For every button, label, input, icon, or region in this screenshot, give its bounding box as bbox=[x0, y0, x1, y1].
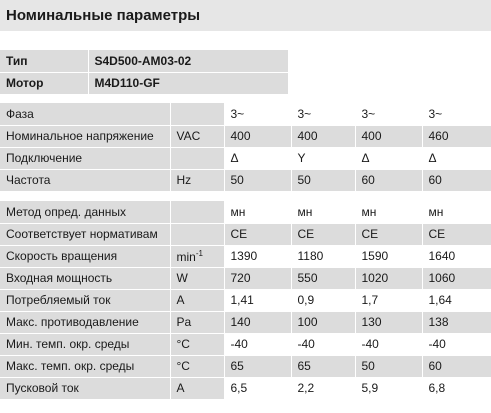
cell-value: 140 bbox=[224, 311, 291, 333]
cell-value: 138 bbox=[422, 311, 491, 333]
row-label: Соответствует нормативам bbox=[0, 223, 170, 245]
unit-base: min bbox=[176, 249, 196, 264]
performance-table bbox=[0, 201, 491, 400]
table-row bbox=[0, 289, 491, 311]
cell-value: 65 bbox=[291, 355, 355, 377]
row-label: Макс. темп. окр. среды bbox=[0, 355, 170, 377]
cell-value: 460 bbox=[422, 125, 491, 147]
table-row bbox=[0, 311, 491, 333]
cell-value: 1,41 bbox=[224, 289, 291, 311]
row-label: Номинальное напряжение bbox=[0, 125, 170, 147]
cell-value: 65 bbox=[224, 355, 291, 377]
cell-value: 400 bbox=[355, 125, 422, 147]
row-unit: VAC bbox=[170, 125, 224, 147]
motor-label: Мотор bbox=[0, 72, 88, 94]
row-unit: W bbox=[170, 267, 224, 289]
cell-value: мн bbox=[291, 201, 355, 223]
cell-value: CE bbox=[355, 223, 422, 245]
cell-value: 100 bbox=[291, 311, 355, 333]
row-label: Потребляемый ток bbox=[0, 289, 170, 311]
cell-value: 60 bbox=[422, 169, 491, 191]
cell-value: CE bbox=[422, 223, 491, 245]
cell-value: Δ bbox=[422, 147, 491, 169]
row-label: Скорость вращения bbox=[0, 245, 170, 267]
cell-value: CE bbox=[291, 223, 355, 245]
cell-value: Δ bbox=[355, 147, 422, 169]
cell-value: 1060 bbox=[422, 267, 491, 289]
row-label: Подключение bbox=[0, 147, 170, 169]
cell-value: -40 bbox=[224, 333, 291, 355]
row-label: Частота bbox=[0, 169, 170, 191]
row-unit: Pa bbox=[170, 311, 224, 333]
cell-value: 3~ bbox=[355, 103, 422, 125]
cell-value: 400 bbox=[291, 125, 355, 147]
type-value: S4D500-AM03-02 bbox=[88, 50, 288, 72]
row-unit bbox=[170, 245, 224, 267]
cell-value: 6,5 bbox=[224, 377, 291, 399]
row-unit: A bbox=[170, 289, 224, 311]
cell-value: 1390 bbox=[224, 245, 291, 267]
table-row bbox=[0, 267, 491, 289]
row-label: Макс. противодавление bbox=[0, 311, 170, 333]
row-unit bbox=[170, 147, 224, 169]
cell-value: 3~ bbox=[291, 103, 355, 125]
cell-value: 1640 bbox=[422, 245, 491, 267]
row-label: Метод опред. данных bbox=[0, 201, 170, 223]
table-row bbox=[0, 169, 491, 191]
page-title: Номинальные параметры bbox=[0, 0, 491, 31]
row-unit: A bbox=[170, 377, 224, 399]
motor-value: M4D110-GF bbox=[88, 72, 288, 94]
cell-value: мн bbox=[422, 201, 491, 223]
table-row bbox=[0, 245, 491, 267]
cell-value: Δ bbox=[224, 147, 291, 169]
table-row bbox=[0, 125, 491, 147]
cell-value: 50 bbox=[291, 169, 355, 191]
model-table bbox=[0, 50, 288, 95]
cell-value: 1,7 bbox=[355, 289, 422, 311]
table-row bbox=[0, 333, 491, 355]
cell-value: 6,8 bbox=[422, 377, 491, 399]
cell-value: CE bbox=[224, 223, 291, 245]
cell-value: -40 bbox=[355, 333, 422, 355]
electrical-table bbox=[0, 103, 491, 192]
row-label: Пусковой ток bbox=[0, 377, 170, 399]
cell-value: 3~ bbox=[224, 103, 291, 125]
cell-value: 0,9 bbox=[291, 289, 355, 311]
cell-value: мн bbox=[224, 201, 291, 223]
cell-value: 60 bbox=[422, 355, 491, 377]
table-row bbox=[0, 201, 491, 223]
cell-value: 400 bbox=[224, 125, 291, 147]
cell-value: Y bbox=[291, 147, 355, 169]
table-row bbox=[0, 103, 491, 125]
row-label: Входная мощность bbox=[0, 267, 170, 289]
row-label: Мин. темп. окр. среды bbox=[0, 333, 170, 355]
cell-value: 130 bbox=[355, 311, 422, 333]
table-row bbox=[0, 72, 288, 94]
table-row bbox=[0, 355, 491, 377]
cell-value: 1180 bbox=[291, 245, 355, 267]
unit-exponent: -1 bbox=[195, 248, 203, 258]
cell-value: 550 bbox=[291, 267, 355, 289]
row-unit: °C bbox=[170, 355, 224, 377]
cell-value: 3~ bbox=[422, 103, 491, 125]
cell-value: 5,9 bbox=[355, 377, 422, 399]
cell-value: 720 bbox=[224, 267, 291, 289]
cell-value: 1020 bbox=[355, 267, 422, 289]
row-unit bbox=[170, 223, 224, 245]
type-label: Тип bbox=[0, 50, 88, 72]
cell-value: -40 bbox=[422, 333, 491, 355]
cell-value: 50 bbox=[355, 355, 422, 377]
table-row bbox=[0, 377, 491, 399]
row-unit bbox=[170, 201, 224, 223]
cell-value: -40 bbox=[291, 333, 355, 355]
cell-value: 2,2 bbox=[291, 377, 355, 399]
row-label: Фаза bbox=[0, 103, 170, 125]
cell-value: 50 bbox=[224, 169, 291, 191]
table-row bbox=[0, 50, 288, 72]
table-row bbox=[0, 223, 491, 245]
cell-value: 1590 bbox=[355, 245, 422, 267]
cell-value: мн bbox=[355, 201, 422, 223]
row-unit: Hz bbox=[170, 169, 224, 191]
table-row bbox=[0, 147, 491, 169]
row-unit: °C bbox=[170, 333, 224, 355]
cell-value: 60 bbox=[355, 169, 422, 191]
cell-value: 1,64 bbox=[422, 289, 491, 311]
row-unit bbox=[170, 103, 224, 125]
